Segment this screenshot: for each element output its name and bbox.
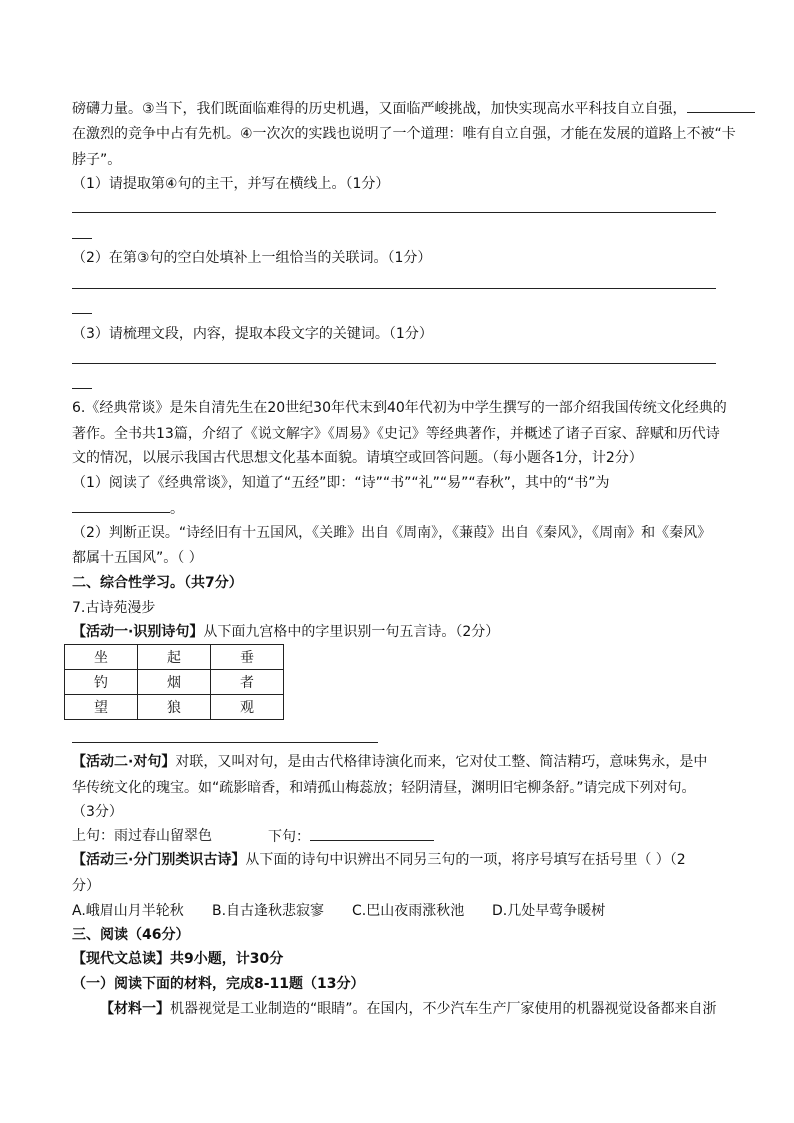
passage-line-2: 在激烈的竞争中占有先机。④一次次的实践也说明了一个道理：唯有自立自强，才能在发展的道路上不被“卡 — [72, 126, 736, 142]
grid-row — [65, 645, 284, 670]
activity2-line-1 — [72, 752, 707, 772]
section3-heading: 三、阅读（46分） — [72, 927, 190, 943]
q5-sub2: （2）在第③句的空白处填补上一组恰当的关联词。（1分） — [72, 250, 432, 266]
nine-grid — [64, 644, 284, 720]
q5-sub1-answer-line[interactable] — [72, 212, 716, 213]
grid-cell: 起 — [138, 645, 211, 670]
grid-cell: 烟 — [138, 670, 211, 695]
activity2-text: 对联，又叫对句，是由古代格律诗演化而来，它对仗工整、简洁精巧，意味隽永，是中 — [175, 754, 708, 770]
couplet-lower-blank[interactable] — [310, 826, 434, 841]
grid-cell: 者 — [211, 670, 284, 695]
option-c: C.巴山夜雨涨秋池 — [352, 903, 465, 919]
option-b: B.自古逢秋悲寂寥 — [212, 903, 325, 919]
q6-sub1: （1）阅读了《经典常谈》，知道了“五经”即：“诗”“书”“礼”“易”“春秋”，其中的“书”为 — [72, 475, 610, 491]
q5-sub2-answer-line-tail — [72, 313, 92, 314]
activity3-label: 【活动三·分门别类识古诗】 — [72, 852, 246, 868]
grid-row — [65, 695, 284, 720]
activity3-line-2: 分） — [72, 878, 100, 894]
part1-heading: （一）阅读下面的材料，完成8-11题（13分） — [72, 976, 365, 992]
activity2-line-2: 华传统文化的瑰宝。如“疏影暗香，和靖孤山梅蕊放；轻阴清昼，渊明旧宅柳条舒。”请完成下列对句。 — [72, 780, 696, 796]
grid-cell: 狼 — [138, 695, 211, 720]
activity2-label: 【活动二·对句】 — [72, 754, 176, 770]
material1-line — [100, 999, 717, 1019]
section2-heading: 二、综合性学习。（共7分） — [72, 575, 243, 591]
q6-sub1-answer — [72, 498, 184, 519]
option-d: D.几处早莺争暖树 — [492, 903, 606, 919]
activity1-answer-line[interactable] — [72, 742, 378, 743]
q5-sub1: （1）请提取第④句的主干，并写在横线上。（1分） — [72, 176, 390, 192]
modern-reading-label: 【现代文总读】共9小题，计30分 — [72, 951, 284, 967]
grid-cell: 观 — [211, 695, 284, 720]
passage-text: 磅礴力量。③当下，我们既面临难得的历史机遇，又面临严峻挑战，加快实现高水平科技自立自强， — [72, 101, 687, 117]
activity1-label: 【活动一·识别诗句】 — [72, 624, 204, 640]
q5-sub3: （3）请梳理文段，内容，提取本段文字的关键词。（1分） — [72, 326, 433, 342]
grid-cell: 钓 — [65, 670, 138, 695]
q6-sub2-line-2: 都属十五国风”。（ ） — [72, 550, 203, 566]
q5-sub1-answer-line-tail — [72, 238, 92, 239]
grid-cell: 坐 — [65, 645, 138, 670]
q6-line-2: 著作。全书共13篇，介绍了《说文解字》《周易》《史记》等经典著作，并概述了诸子百家、辞赋和历代诗 — [72, 426, 720, 442]
couplet-lower-label: 下句： — [268, 829, 310, 845]
q7-title: 7.古诗苑漫步 — [72, 600, 156, 616]
q6-sub1-blank[interactable] — [72, 498, 170, 513]
activity3-line-1 — [72, 850, 686, 870]
q6-line-3: 文的情况，以展示我国古代思想文化基本面貌。请填空或回答问题。（每小题各1分，计2分） — [72, 450, 643, 466]
activity1 — [72, 622, 499, 642]
activity2-line-3: （3分） — [72, 804, 123, 820]
q5-sub2-answer-line[interactable] — [72, 288, 716, 289]
q6-line-1: 6.《经典常谈》是朱自清先生在20世纪30年代末到40年代初为中学生撰写的一部介绍我国传统文化经典的 — [72, 400, 727, 416]
q6-sub1-period: 。 — [170, 501, 184, 517]
grid-cell: 望 — [65, 695, 138, 720]
couplet-upper: 上句：雨过春山留翠色 — [72, 828, 212, 844]
activity1-text: 从下面九宫格中的字里识别一句五言诗。（2分） — [203, 624, 500, 640]
couplet-lower — [268, 826, 434, 847]
passage-line-1 — [72, 98, 755, 119]
q6-sub2-line-1: （2）判断正误。“诗经旧有十五国风，《关雎》出自《周南》，《蒹葭》出自《秦风》，《周南》和《秦风》 — [72, 525, 712, 541]
q5-sub3-answer-line-tail — [72, 388, 92, 389]
grid-row — [65, 670, 284, 695]
passage-line-3: 脖子”。 — [72, 152, 122, 168]
passage-blank[interactable] — [687, 98, 755, 113]
grid-cell: 垂 — [211, 645, 284, 670]
q5-sub3-answer-line[interactable] — [72, 363, 716, 364]
material1-text: 机器视觉是工业制造的“眼睛”。在国内，不少汽车生产厂家使用的机器视觉设备都来自浙 — [170, 1001, 717, 1017]
material1-label: 【材料一】 — [100, 1001, 170, 1017]
option-a: A.峨眉山月半轮秋 — [72, 903, 184, 919]
activity3-text: 从下面的诗句中识辨出不同另三句的一项，将序号填写在括号里（ ）（2 — [245, 852, 686, 868]
